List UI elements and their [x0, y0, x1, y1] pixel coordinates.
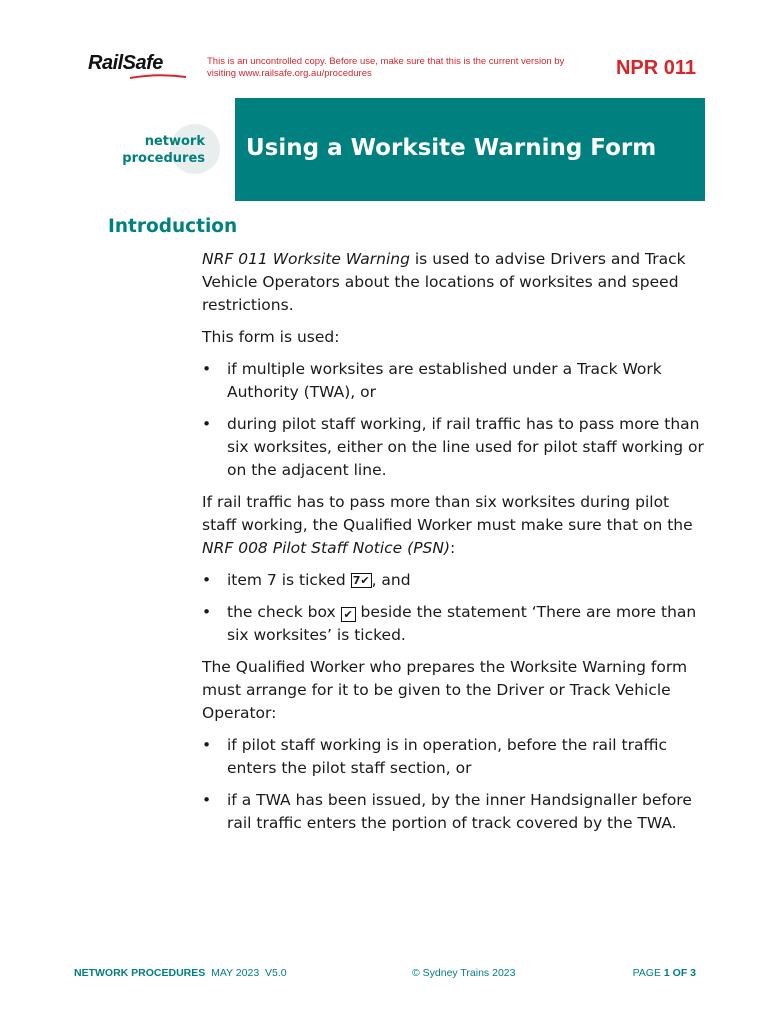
logo-swoosh-icon — [128, 74, 188, 80]
psn-list — [202, 569, 707, 647]
usage-list — [202, 358, 707, 482]
paragraph-delivery: The Qualified Worker who prepares the Worksite Warning form must arrange for it to be given to the Driver or Track Vehicle Operator: — [202, 658, 688, 722]
document-code: NPR 011 — [615, 57, 696, 79]
railsafe-logo: RailSafe — [88, 52, 163, 75]
bullet-icon: • — [202, 415, 212, 433]
delivery-list — [202, 734, 707, 835]
checkbox-tick-icon: ✔ — [341, 607, 356, 622]
footer-page-number: PAGE 1 OF 3 — [632, 967, 696, 979]
list-item: • the check box ✔ beside the statement ‘There are more than six worksites’ is ticked. — [202, 603, 697, 644]
list-item: • if pilot staff working is in operation, before the rail traffic enters the pilot staff section, or — [202, 736, 667, 777]
page-footer — [74, 967, 696, 983]
paragraph-usage-intro: This form is used: — [202, 328, 340, 346]
form-reference-nrf011: NRF 011 Worksite Warning — [202, 250, 410, 268]
form-reference-nrf008: NRF 008 Pilot Staff Notice (PSN) — [202, 539, 451, 557]
bullet-icon: • — [202, 571, 212, 589]
bullet-icon: • — [202, 736, 212, 754]
list-item: • if multiple worksites are established under a Track Work Authority (TWA), or — [202, 360, 662, 401]
list-item: • item 7 is ticked 7✔ , and — [202, 569, 707, 592]
bullet-icon: • — [202, 791, 212, 809]
list-item: • during pilot staff working, if rail traffic has to pass more than six worksites, either on the line used for pilot staff working or on the adjacent line. — [202, 415, 704, 479]
bullet-icon: • — [202, 360, 212, 378]
item7-tick-icon: 7✔ — [352, 574, 370, 587]
uncontrolled-copy-notice: This is an uncontrolled copy. Before use, make sure that this is the current version by visiting www.railsafe.org.au/procedures — [207, 56, 565, 79]
paragraph-psn-requirement: If rail traffic has to pass more than six worksites during pilot staff working, the Qualified Worker must make sure that on the NRF 008 Pilot Staff Notice (PSN): — [202, 493, 693, 557]
bullet-icon: • — [202, 603, 212, 621]
page-title: Using a Worksite Warning Form — [246, 135, 657, 161]
footer-document-info: NETWORK PROCEDURES MAY 2023 V5.0 — [74, 967, 287, 979]
paragraph-purpose: NRF 011 Worksite Warning is used to advise Drivers and Track Vehicle Operators about the locations of worksites and speed restrictions. — [202, 250, 686, 314]
list-item: • if a TWA has been issued, by the inner Handsignaller before rail traffic enters the portion of track covered by the TWA. — [202, 791, 692, 832]
body-content — [202, 248, 707, 844]
footer-copyright: © Sydney Trains 2023 — [412, 967, 516, 979]
category-label: network procedures — [122, 134, 205, 166]
title-banner — [235, 98, 705, 201]
section-heading-introduction: Introduction — [108, 216, 238, 237]
